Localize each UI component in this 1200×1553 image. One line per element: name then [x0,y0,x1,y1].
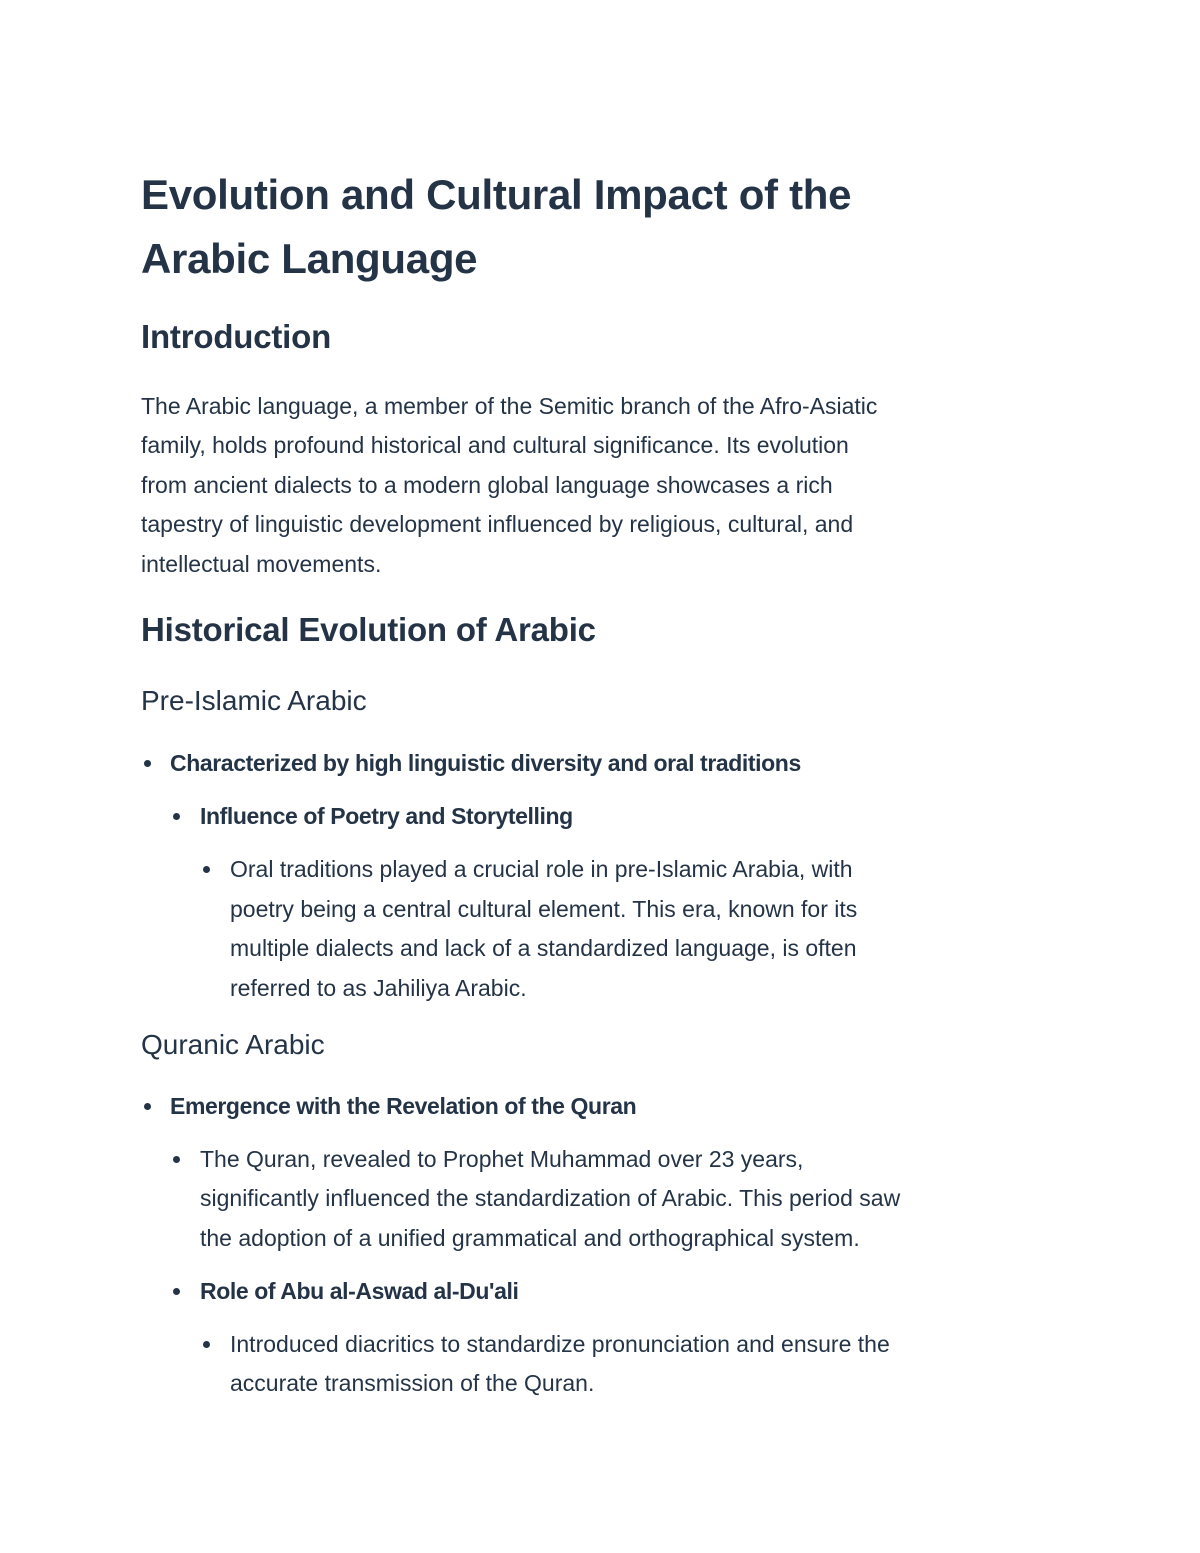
list-item-line: referred to as Jahiliya Arabic. [230,975,527,1001]
bullet-icon [144,1103,151,1110]
list-item-line: Oral traditions played a crucial role in pre-Islamic Arabia, with [230,856,853,882]
list-item-line: significantly influenced the standardization of Arabic. This period saw [200,1185,901,1211]
introduction-line: from ancient dialects to a modern global language showcases a rich [141,472,833,498]
quranic-heading: Quranic Arabic [141,1029,325,1060]
introduction-line: The Arabic language, a member of the Semitic branch of the Afro-Asiatic [141,393,878,419]
introduction-heading: Introduction [141,318,332,355]
introduction-line: family, holds profound historical and cultural significance. Its evolution [141,432,849,458]
bullet-icon [173,1288,180,1295]
list-item-line: The Quran, revealed to Prophet Muhammad over 23 years, [200,1146,804,1172]
bullet-icon [144,760,151,767]
introduction-line: intellectual movements. [141,551,382,577]
list-item-line: the adoption of a unified grammatical and orthographical system. [200,1225,860,1251]
pre-islamic-heading: Pre-Islamic Arabic [141,685,367,716]
bullet-icon [173,1156,180,1163]
list-item-line: multiple dialects and lack of a standardized language, is often [230,935,857,961]
list-item-line: accurate transmission of the Quran. [230,1370,595,1396]
list-item: Influence of Poetry and Storytelling [200,803,573,829]
list-item: Emergence with the Revelation of the Quran [170,1093,637,1119]
bullet-icon [203,1341,210,1348]
list-item-line: Introduced diacritics to standardize pronunciation and ensure the [230,1331,890,1357]
introduction-line: tapestry of linguistic development influenced by religious, cultural, and [141,511,854,537]
document-title-line-1: Evolution and Cultural Impact of the [141,171,852,218]
historical-evolution-heading: Historical Evolution of Arabic [141,611,596,648]
list-item: Characterized by high linguistic diversity and oral traditions [170,750,801,776]
document-title-line-2: Arabic Language [141,235,478,282]
bullet-icon [173,813,180,820]
bullet-icon [203,866,210,873]
list-item-line: poetry being a central cultural element. This era, known for its [230,896,858,922]
list-item: Role of Abu al-Aswad al-Du'ali [200,1278,519,1304]
